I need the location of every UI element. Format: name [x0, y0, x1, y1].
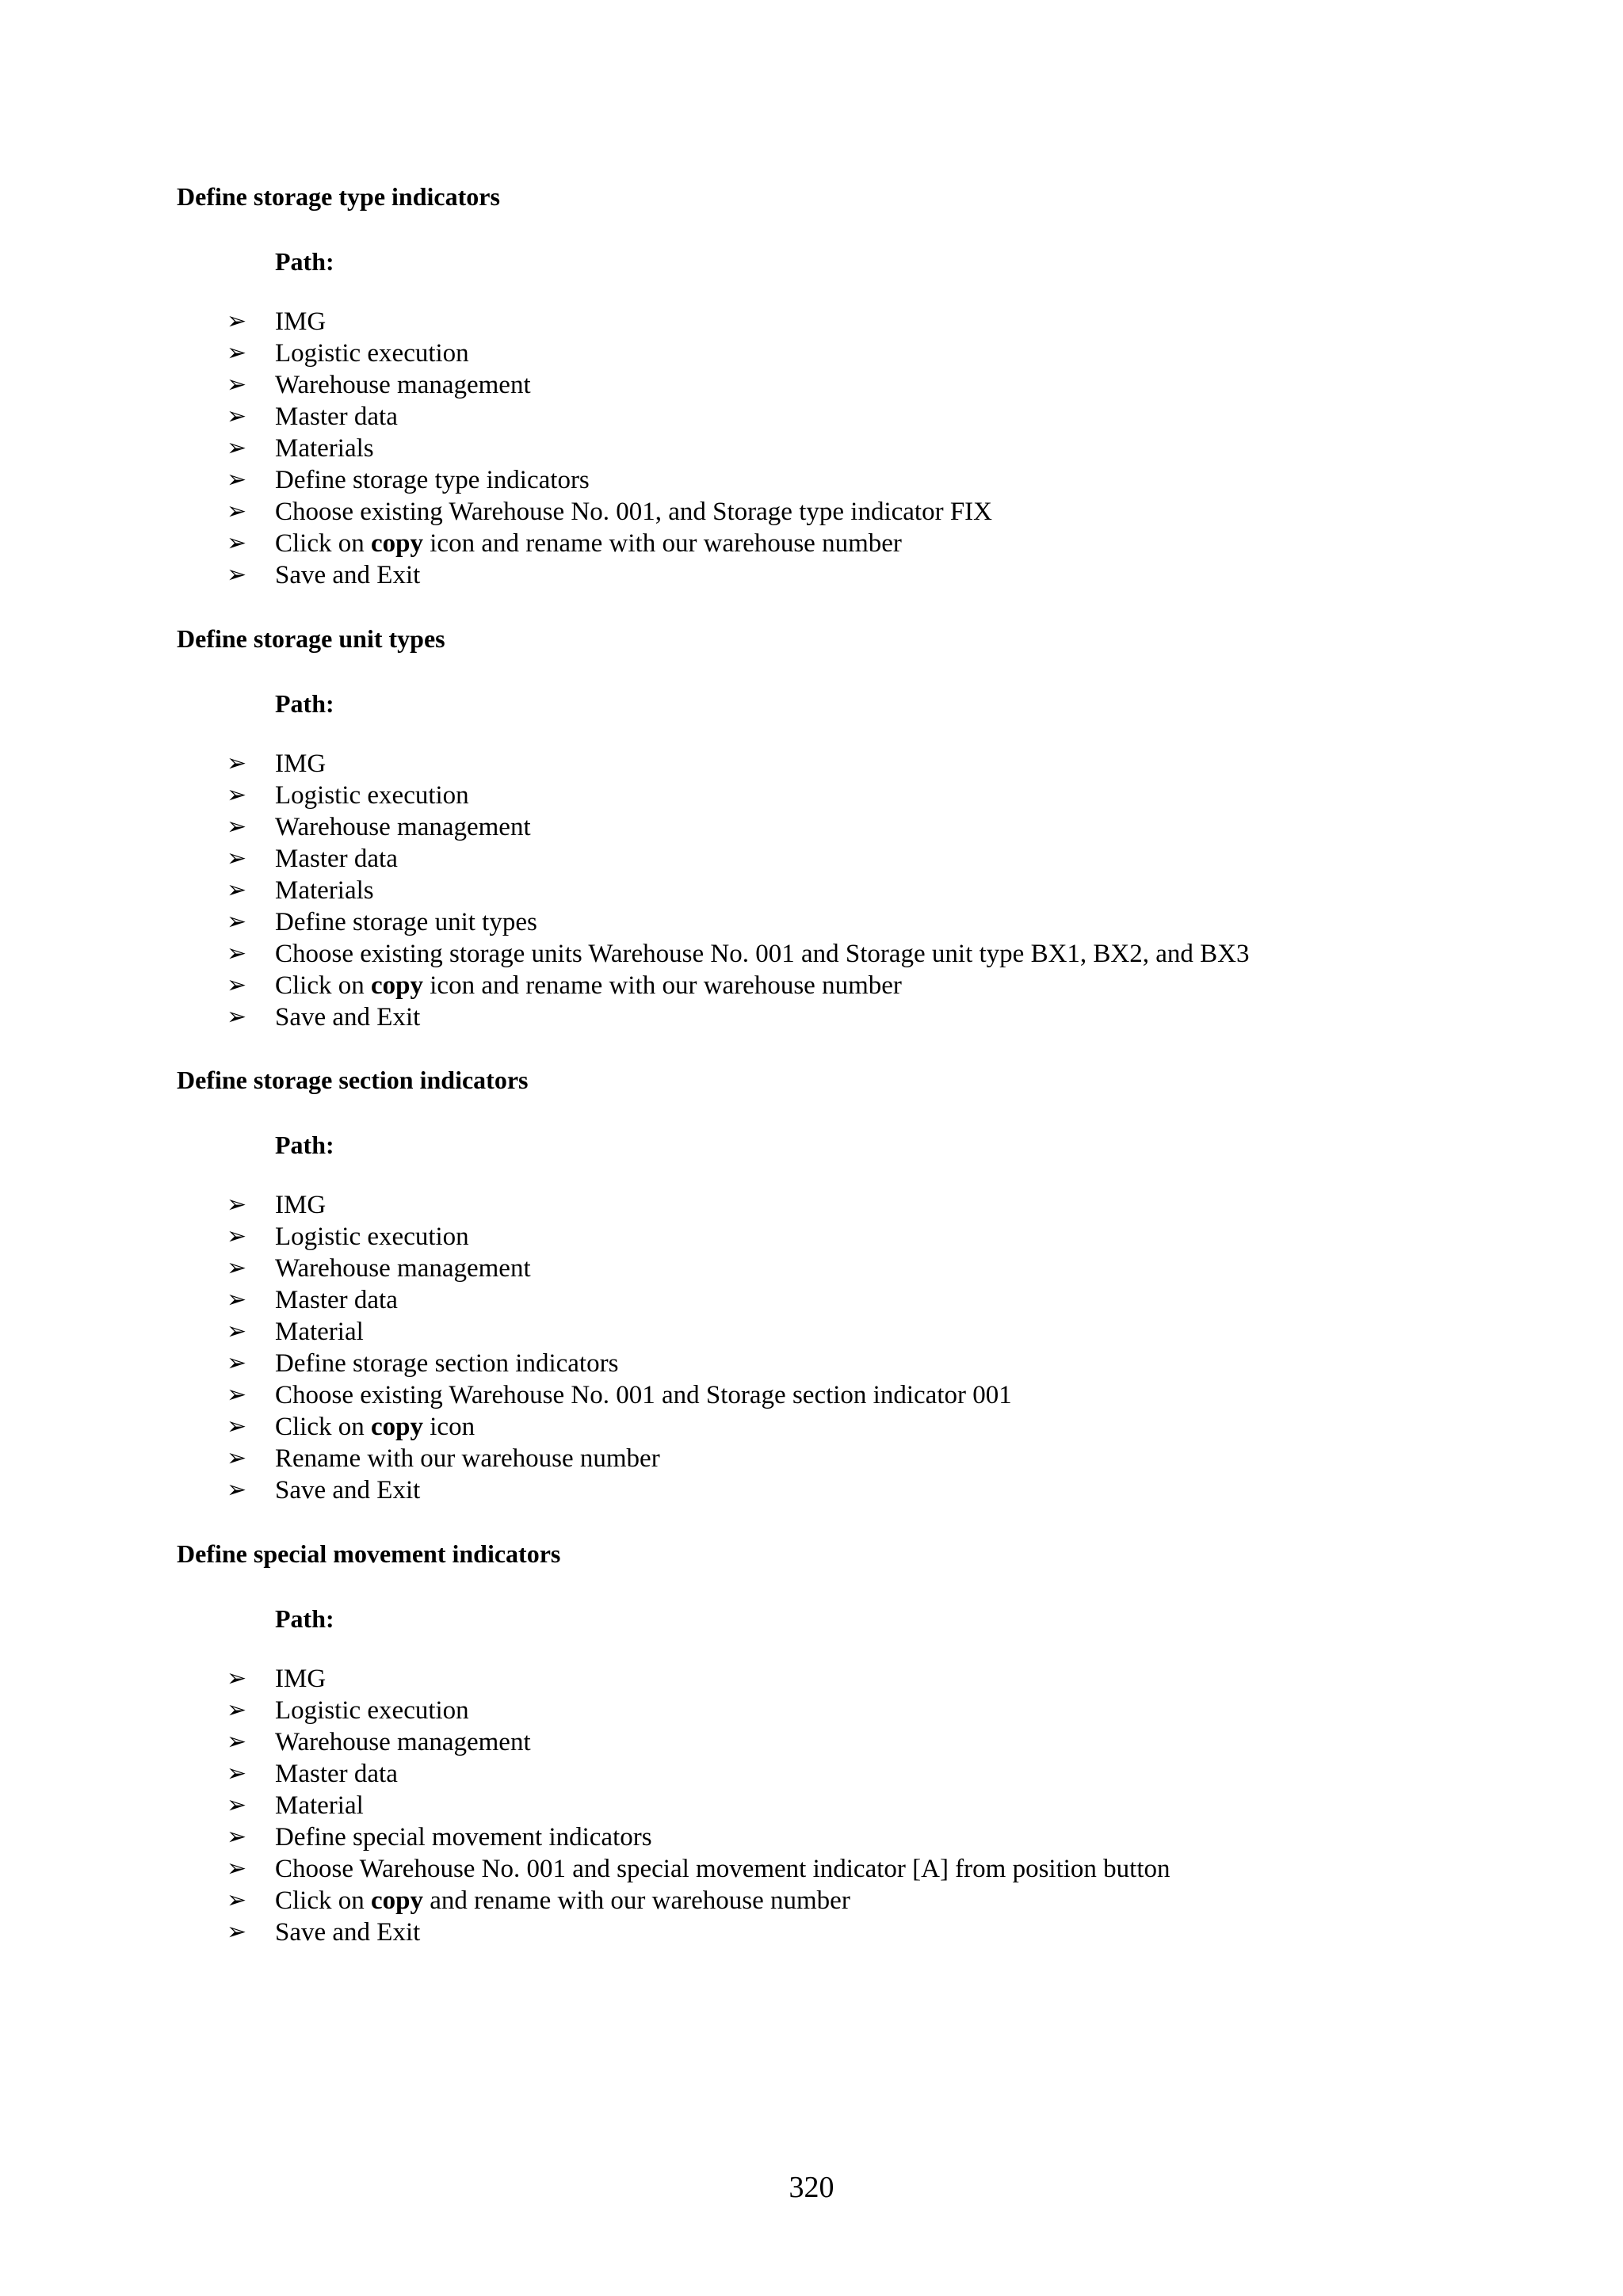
path-step: [177, 433, 1524, 464]
step-text-part: Material: [275, 1791, 364, 1820]
path-step-text: [275, 1381, 1012, 1410]
path-step: [177, 1221, 1524, 1253]
section-title: Define storage section indicators: [177, 1066, 529, 1094]
path-step-text: [275, 1003, 420, 1032]
step-text-part: Choose Warehouse No. 001 and special movement indicator [A] from position button: [275, 1854, 1170, 1883]
path-step-text: [275, 1476, 420, 1505]
step-text-part: Logistic execution: [275, 780, 469, 810]
step-text-part: Save and Exit: [275, 1475, 421, 1505]
step-text-part: Master data: [275, 402, 398, 431]
path-step-text: [275, 402, 398, 432]
path-step: [177, 748, 1524, 780]
path-step-text: [275, 845, 398, 874]
section: [177, 1064, 1524, 1506]
path-step-text: [275, 498, 992, 527]
path-step: [177, 338, 1524, 369]
arrowhead-bullet-icon: ➢: [227, 434, 247, 462]
path-step-text: [275, 1886, 850, 1916]
page-number: 320: [789, 2171, 834, 2204]
path-step-text: [275, 434, 374, 463]
path-step-text: [275, 561, 420, 590]
step-text-part: Define special movement indicators: [275, 1822, 652, 1852]
step-text-part: icon and rename with our warehouse number: [423, 971, 902, 1000]
step-text-part: Warehouse management: [275, 1727, 531, 1756]
path-step: [177, 1189, 1524, 1221]
path-step-text: [275, 1444, 660, 1474]
step-text-part: Rename with our warehouse number: [275, 1444, 660, 1473]
path-step: [177, 1001, 1524, 1033]
step-text-part: Click on: [275, 1412, 371, 1441]
step-text-part: IMG: [275, 749, 327, 778]
path-step-text: [275, 1855, 1170, 1884]
section-title: Define storage unit types: [177, 624, 445, 653]
arrowhead-bullet-icon: ➢: [227, 971, 247, 999]
path-step-text: [275, 971, 902, 1001]
emphasized-term: copy: [371, 528, 423, 558]
path-step-text: [275, 529, 902, 559]
path-step-text: [275, 371, 531, 400]
arrowhead-bullet-icon: ➢: [227, 813, 247, 841]
path-step-text: [275, 1823, 652, 1852]
path-steps-list: [177, 1189, 1524, 1506]
arrowhead-bullet-icon: ➢: [227, 466, 247, 494]
step-text-part: IMG: [275, 307, 327, 336]
emphasized-term: copy: [371, 1886, 423, 1915]
path-step: [177, 1663, 1524, 1695]
step-text-part: Choose existing storage units Warehouse No. 001 and Storage unit type BX1, BX2, and BX3: [275, 939, 1250, 968]
arrowhead-bullet-icon: ➢: [227, 1413, 247, 1440]
path-steps-list: [177, 748, 1524, 1033]
path-step-text: [275, 908, 537, 937]
path-label: Path:: [275, 689, 334, 718]
path-step: [177, 1284, 1524, 1316]
path-step: [177, 970, 1524, 1001]
path-step: [177, 1758, 1524, 1790]
path-step: [177, 906, 1524, 938]
path-steps-list: [177, 1663, 1524, 1948]
arrowhead-bullet-icon: ➢: [227, 781, 247, 809]
arrowhead-bullet-icon: ➢: [227, 1728, 247, 1756]
arrowhead-bullet-icon: ➢: [227, 307, 247, 335]
path-step: [177, 1853, 1524, 1885]
arrowhead-bullet-icon: ➢: [227, 371, 247, 399]
path-step-text: [275, 1222, 469, 1252]
step-text-part: Save and Exit: [275, 560, 421, 589]
path-step-text: [275, 1791, 364, 1821]
path-step: [177, 875, 1524, 906]
path-step-text: [275, 1696, 469, 1726]
arrowhead-bullet-icon: ➢: [227, 1665, 247, 1692]
arrowhead-bullet-icon: ➢: [227, 561, 247, 589]
arrowhead-bullet-icon: ➢: [227, 1476, 247, 1504]
step-text-part: Choose existing Warehouse No. 001, and Storage type indicator FIX: [275, 497, 992, 526]
step-text-part: Logistic execution: [275, 1222, 469, 1251]
path-step: [177, 1821, 1524, 1853]
path-step-text: [275, 1191, 326, 1220]
path-step: [177, 938, 1524, 970]
step-text-part: Click on: [275, 1886, 371, 1915]
path-step: [177, 1917, 1524, 1948]
step-text-part: IMG: [275, 1664, 327, 1693]
arrowhead-bullet-icon: ➢: [227, 1191, 247, 1219]
arrowhead-bullet-icon: ➢: [227, 1003, 247, 1031]
path-label: Path:: [275, 1604, 334, 1633]
arrowhead-bullet-icon: ➢: [227, 1349, 247, 1377]
path-step-text: [275, 1665, 326, 1694]
path-step: [177, 843, 1524, 875]
arrowhead-bullet-icon: ➢: [227, 498, 247, 525]
path-step: [177, 780, 1524, 811]
path-step: [177, 1726, 1524, 1758]
arrowhead-bullet-icon: ➢: [227, 1318, 247, 1345]
path-step-text: [275, 1760, 398, 1789]
path-step-text: [275, 876, 374, 906]
step-text-part: Save and Exit: [275, 1917, 421, 1947]
path-step-text: [275, 1349, 618, 1379]
step-text-part: Define storage type indicators: [275, 465, 590, 494]
path-step: [177, 306, 1524, 338]
section: [177, 623, 1524, 1033]
path-step-text: [275, 1254, 531, 1283]
path-step-text: [275, 813, 531, 842]
arrowhead-bullet-icon: ➢: [227, 749, 247, 777]
step-text-part: Choose existing Warehouse No. 001 and Storage section indicator 001: [275, 1380, 1012, 1409]
path-step: [177, 528, 1524, 559]
path-step: [177, 811, 1524, 843]
step-text-part: Click on: [275, 971, 371, 1000]
arrowhead-bullet-icon: ➢: [227, 1886, 247, 1914]
step-text-part: Warehouse management: [275, 1253, 531, 1283]
path-steps-list: [177, 306, 1524, 591]
arrowhead-bullet-icon: ➢: [227, 1918, 247, 1946]
arrowhead-bullet-icon: ➢: [227, 1791, 247, 1819]
step-text-part: Master data: [275, 844, 398, 873]
step-text-part: and rename with our warehouse number: [423, 1886, 850, 1915]
arrowhead-bullet-icon: ➢: [227, 1823, 247, 1851]
path-step: [177, 1474, 1524, 1506]
step-text-part: Materials: [275, 875, 374, 905]
arrowhead-bullet-icon: ➢: [227, 1444, 247, 1472]
arrowhead-bullet-icon: ➢: [227, 940, 247, 967]
path-label: Path:: [275, 1131, 334, 1159]
path-step-text: [275, 940, 1250, 969]
arrowhead-bullet-icon: ➢: [227, 1696, 247, 1724]
path-step: [177, 1316, 1524, 1348]
path-step: [177, 369, 1524, 401]
path-step-text: [275, 339, 469, 368]
section-title: Define storage type indicators: [177, 182, 500, 211]
arrowhead-bullet-icon: ➢: [227, 845, 247, 872]
step-text-part: Define storage section indicators: [275, 1348, 619, 1378]
path-step: [177, 559, 1524, 591]
step-text-part: Warehouse management: [275, 812, 531, 841]
path-step: [177, 1379, 1524, 1411]
path-step: [177, 1695, 1524, 1726]
arrowhead-bullet-icon: ➢: [227, 1760, 247, 1787]
path-step: [177, 401, 1524, 433]
path-step-text: [275, 1918, 420, 1947]
section: [177, 181, 1524, 591]
emphasized-term: copy: [371, 971, 423, 1000]
path-step-text: [275, 466, 590, 495]
path-step: [177, 496, 1524, 528]
arrowhead-bullet-icon: ➢: [227, 339, 247, 367]
path-step-text: [275, 781, 469, 810]
path-label: Path:: [275, 247, 334, 276]
step-text-part: Click on: [275, 528, 371, 558]
arrowhead-bullet-icon: ➢: [227, 1381, 247, 1409]
path-step-text: [275, 1318, 364, 1347]
arrowhead-bullet-icon: ➢: [227, 1254, 247, 1282]
step-text-part: Materials: [275, 433, 374, 463]
arrowhead-bullet-icon: ➢: [227, 402, 247, 430]
step-text-part: Master data: [275, 1285, 398, 1314]
path-step-text: [275, 307, 326, 337]
step-text-part: Warehouse management: [275, 370, 531, 399]
step-text-part: Logistic execution: [275, 1695, 469, 1725]
step-text-part: Material: [275, 1317, 364, 1346]
path-step-text: [275, 1413, 475, 1442]
arrowhead-bullet-icon: ➢: [227, 876, 247, 904]
step-text-part: Logistic execution: [275, 338, 469, 368]
path-step: [177, 1443, 1524, 1474]
arrowhead-bullet-icon: ➢: [227, 908, 247, 936]
path-step-text: [275, 1286, 398, 1315]
step-text-part: icon and rename with our warehouse number: [423, 528, 902, 558]
path-step: [177, 1253, 1524, 1284]
arrowhead-bullet-icon: ➢: [227, 1286, 247, 1314]
arrowhead-bullet-icon: ➢: [227, 1222, 247, 1250]
path-step-text: [275, 749, 326, 779]
path-step: [177, 1885, 1524, 1917]
arrowhead-bullet-icon: ➢: [227, 1855, 247, 1882]
path-step: [177, 464, 1524, 496]
step-text-part: icon: [423, 1412, 475, 1441]
arrowhead-bullet-icon: ➢: [227, 529, 247, 557]
path-step: [177, 1348, 1524, 1379]
section: [177, 1538, 1524, 1948]
section-title: Define special movement indicators: [177, 1539, 561, 1568]
step-text-part: Save and Exit: [275, 1002, 421, 1032]
step-text-part: IMG: [275, 1190, 327, 1219]
path-step: [177, 1790, 1524, 1821]
emphasized-term: copy: [371, 1412, 423, 1441]
step-text-part: Master data: [275, 1759, 398, 1788]
step-text-part: Define storage unit types: [275, 907, 537, 936]
path-step-text: [275, 1728, 531, 1757]
path-step: [177, 1411, 1524, 1443]
